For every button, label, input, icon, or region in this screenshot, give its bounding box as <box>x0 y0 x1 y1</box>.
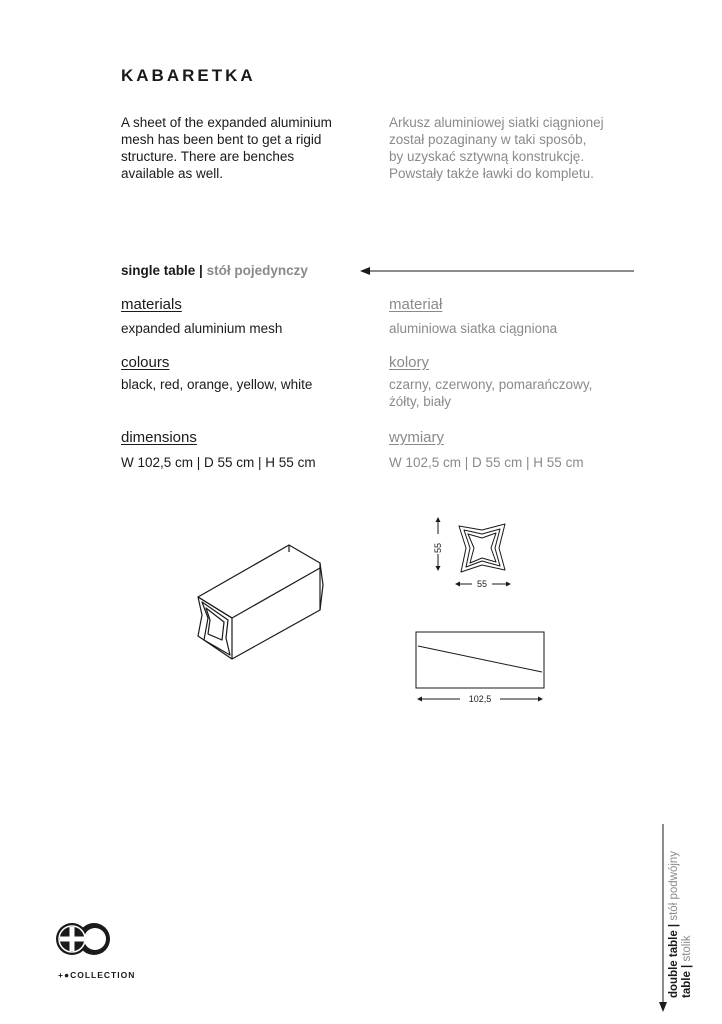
intro-en: A sheet of the expanded aluminium mesh has been bent to get a rigid structure. There are benches available as well. <box>121 115 332 181</box>
side-nav-links <box>668 851 694 998</box>
variant-label <box>121 263 308 278</box>
logo-label: +●COLLECTION <box>58 970 136 980</box>
materials-value-en: expanded aluminium mesh <box>121 321 283 336</box>
colours-heading-en: colours <box>121 354 170 371</box>
side-nav-table[interactable]: table | stolik <box>681 935 693 998</box>
width-dimension-label: 102,5 <box>468 694 492 704</box>
variant-separator: | <box>199 263 203 278</box>
logo-mark-icon: +● <box>58 970 71 980</box>
materials-heading-en: materials <box>121 296 182 313</box>
end-view-drawing <box>426 514 521 594</box>
page-title: KABARETKA <box>121 66 256 85</box>
materials-value-pl: aluminiowa siatka ciągniona <box>389 321 558 336</box>
colours-heading-pl: kolory <box>389 354 430 371</box>
height-dimension-label: 55 <box>433 542 443 554</box>
dimensions-value-en: W 102,5 cm | D 55 cm | H 55 cm <box>121 455 316 470</box>
collection-logo <box>56 915 111 965</box>
variant-en: single table <box>121 263 196 278</box>
variant-pl: stół pojedynczy <box>206 263 308 278</box>
table-perspective-drawing <box>190 540 335 665</box>
dimensions-heading-en: dimensions <box>121 429 197 446</box>
depth-dimension-label: 55 <box>476 579 488 589</box>
materials-heading-pl: materiał <box>389 296 443 313</box>
side-view-drawing <box>410 626 550 710</box>
intro-pl: Arkusz aluminiowej siatki ciągnionej został pozaginany w taki sposób, by uzyskać sztywną konstrukcję. Powstały także ławki do kompletu. <box>389 115 604 181</box>
side-nav-double-table[interactable]: double table | stół podwójny <box>668 850 680 998</box>
dimensions-value-pl: W 102,5 cm | D 55 cm | H 55 cm <box>389 455 584 470</box>
colours-value-pl: czarny, czerwony, pomarańczowy, żółty, biały <box>389 377 593 409</box>
colours-value-en: black, red, orange, yellow, white <box>121 377 313 392</box>
back-arrow-icon[interactable] <box>360 264 636 278</box>
dimensions-heading-pl: wymiary <box>389 429 444 446</box>
